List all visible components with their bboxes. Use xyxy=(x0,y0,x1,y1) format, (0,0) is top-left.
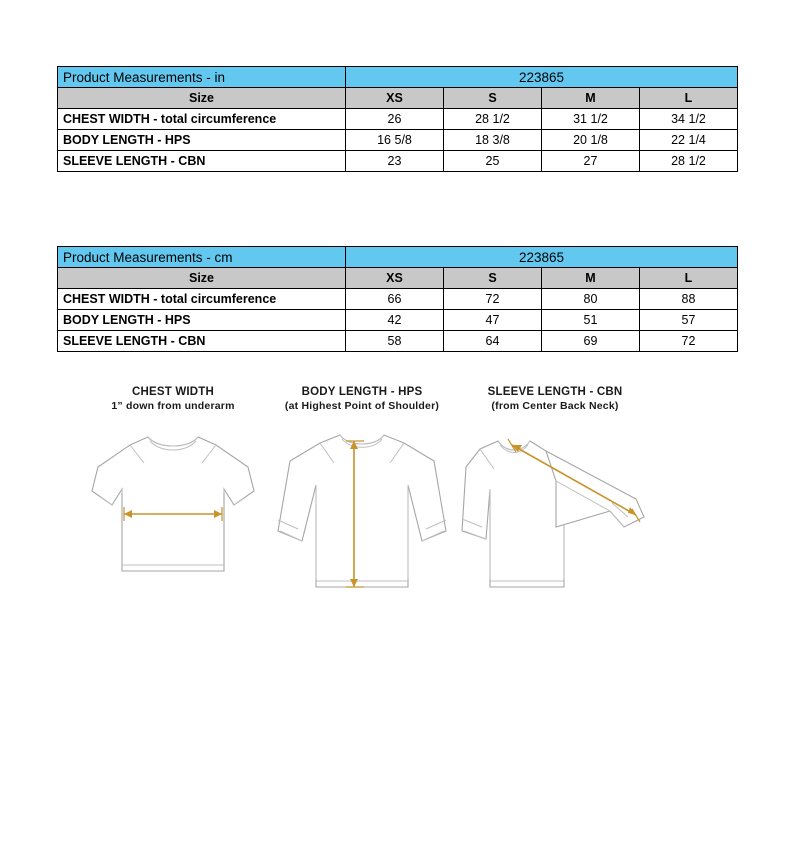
figure-body-length xyxy=(272,385,452,599)
size-col-m-inches: M xyxy=(542,88,640,109)
table-title-row-inches xyxy=(58,67,738,88)
table-row xyxy=(58,109,738,130)
cell-body-length-l-cm: 57 xyxy=(640,310,738,331)
cell-body-length-m-inches: 20 1/8 xyxy=(542,130,640,151)
table-title-label-inches: Product Measurements - in xyxy=(58,67,346,88)
cell-chest-width-l-cm: 88 xyxy=(640,289,738,310)
cell-sleeve-length-s-cm: 64 xyxy=(444,331,542,352)
table-row xyxy=(58,310,738,331)
table-row xyxy=(58,331,738,352)
cell-sleeve-length-xs-inches: 23 xyxy=(346,151,444,172)
cell-sleeve-length-m-inches: 27 xyxy=(542,151,640,172)
figure-body-length-subtitle: (at Highest Point of Shoulder) xyxy=(284,400,440,412)
size-col-s-inches: S xyxy=(444,88,542,109)
figure-sleeve-length-title: SLEEVE LENGTH - CBN xyxy=(487,386,623,398)
figure-chest-width-title: CHEST WIDTH xyxy=(131,386,215,398)
tee-shirt-chest-measure-icon xyxy=(78,419,268,589)
figure-chest-width-caption xyxy=(78,385,268,413)
figure-sleeve-length-subtitle: (from Center Back Neck) xyxy=(491,400,619,412)
measurements-table-inches xyxy=(57,66,738,172)
cell-chest-width-l-inches: 34 1/2 xyxy=(640,109,738,130)
cell-body-length-l-inches: 22 1/4 xyxy=(640,130,738,151)
cell-chest-width-xs-cm: 66 xyxy=(346,289,444,310)
row-label-sleeve-length-inches: SLEEVE LENGTH - CBN xyxy=(58,151,346,172)
table-style-code-cm: 223865 xyxy=(346,247,738,268)
cell-sleeve-length-l-inches: 28 1/2 xyxy=(640,151,738,172)
row-label-chest-width-inches: CHEST WIDTH - total circumference xyxy=(58,109,346,130)
cell-sleeve-length-l-cm: 72 xyxy=(640,331,738,352)
long-sleeve-shirt-body-length-measure-icon xyxy=(272,419,452,599)
cell-body-length-s-inches: 18 3/8 xyxy=(444,130,542,151)
table-row xyxy=(58,151,738,172)
measurement-diagrams xyxy=(0,385,788,605)
figure-chest-width-subtitle: 1” down from underarm xyxy=(111,400,235,412)
size-col-xs-cm: XS xyxy=(346,268,444,289)
row-label-body-length-cm: BODY LENGTH - HPS xyxy=(58,310,346,331)
size-header-label-inches: Size xyxy=(58,88,346,109)
cell-sleeve-length-s-inches: 25 xyxy=(444,151,542,172)
row-label-sleeve-length-cm: SLEEVE LENGTH - CBN xyxy=(58,331,346,352)
table-title-row-cm xyxy=(58,247,738,268)
table-row xyxy=(58,289,738,310)
cell-sleeve-length-xs-cm: 58 xyxy=(346,331,444,352)
size-header-row-inches xyxy=(58,88,738,109)
figure-sleeve-length-caption xyxy=(460,385,650,413)
cell-chest-width-m-cm: 80 xyxy=(542,289,640,310)
long-sleeve-shirt-sleeve-length-measure-icon xyxy=(460,419,650,599)
cell-chest-width-xs-inches: 26 xyxy=(346,109,444,130)
figure-sleeve-length xyxy=(460,385,650,599)
cell-chest-width-s-inches: 28 1/2 xyxy=(444,109,542,130)
cell-body-length-s-cm: 47 xyxy=(444,310,542,331)
size-col-s-cm: S xyxy=(444,268,542,289)
figure-body-length-title: BODY LENGTH - HPS xyxy=(301,386,423,398)
cell-chest-width-s-cm: 72 xyxy=(444,289,542,310)
table-title-label-cm: Product Measurements - cm xyxy=(58,247,346,268)
row-label-chest-width-cm: CHEST WIDTH - total circumference xyxy=(58,289,346,310)
size-header-label-cm: Size xyxy=(58,268,346,289)
cell-sleeve-length-m-cm: 69 xyxy=(542,331,640,352)
figure-chest-width xyxy=(78,385,268,589)
size-col-xs-inches: XS xyxy=(346,88,444,109)
cell-chest-width-m-inches: 31 1/2 xyxy=(542,109,640,130)
table-style-code-inches: 223865 xyxy=(346,67,738,88)
size-col-l-inches: L xyxy=(640,88,738,109)
table-row xyxy=(58,130,738,151)
cell-body-length-xs-cm: 42 xyxy=(346,310,444,331)
figure-body-length-caption xyxy=(272,385,452,413)
size-col-m-cm: M xyxy=(542,268,640,289)
row-label-body-length-inches: BODY LENGTH - HPS xyxy=(58,130,346,151)
size-col-l-cm: L xyxy=(640,268,738,289)
cell-body-length-m-cm: 51 xyxy=(542,310,640,331)
measurements-table-cm xyxy=(57,246,738,352)
size-header-row-cm xyxy=(58,268,738,289)
cell-body-length-xs-inches: 16 5/8 xyxy=(346,130,444,151)
